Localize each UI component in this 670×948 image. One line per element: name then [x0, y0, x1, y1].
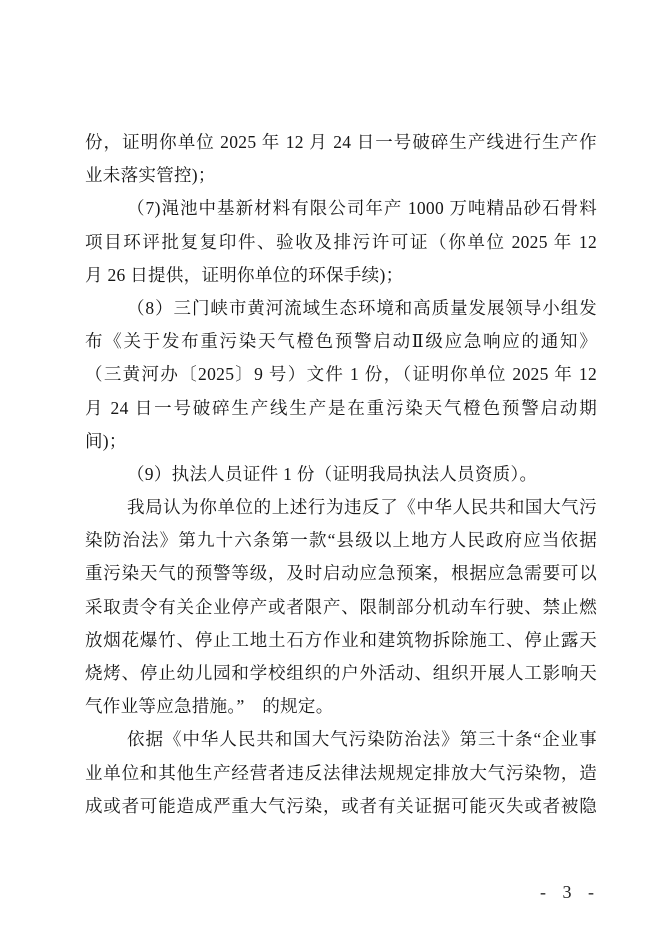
document-line: 染防治法》第九十六条第一款“县级以上地方人民政府应当依据 — [85, 530, 597, 551]
document-line: 采取责令有关企业停产或者限产、限制部分机动车行驶、禁止燃 — [85, 596, 597, 617]
document-line: 我局认为你单位的上述行为违反了《中华人民共和国大气污 — [127, 497, 597, 518]
document-body — [85, 126, 597, 823]
document-line: 份，证明你单位 2025 年 12 月 24 日一号破碎生产线进行生产作 — [85, 132, 597, 152]
document-line: 业未落实管控)； — [85, 165, 216, 186]
document-line: 月 26 日提供，证明你单位的环保手续)； — [85, 264, 404, 285]
document-line: 烧烤、停止幼儿园和学校组织的户外活动、组织开展人工影响天 — [85, 663, 597, 683]
page-number: - 3 - — [540, 882, 598, 902]
document-line: 月 24 日一号破碎生产线生产是在重污染天气橙色预警启动期 — [85, 397, 597, 418]
document-line: 放烟花爆竹、停止工地土石方作业和建筑物拆除施工、停止露天 — [85, 629, 597, 650]
document-line: 气作业等应急措施。” 的规定。 — [85, 696, 334, 717]
document-line: 业单位和其他生产经营者违反法律法规规定排放大气污染物，造 — [85, 762, 597, 783]
document-line: 依据《中华人民共和国大气污染防治法》第三十条“企业事 — [127, 729, 597, 750]
document-line: 间)； — [85, 430, 127, 451]
document-line: 成或者可能造成严重大气污染，或者有关证据可能灭失或者被隐 — [85, 795, 597, 816]
document-line: （三黄河办〔2025〕9 号）文件 1 份，（证明你单位 2025 年 12 — [85, 364, 597, 385]
document-line: （7)渑池中基新材料有限公司年产 1000 万吨精品砂石骨料 — [127, 198, 597, 219]
document-line: 重污染天气的预警等级，及时启动应急预案，根据应急需要可以 — [85, 563, 597, 584]
document-line: 布《关于发布重污染天气橙色预警启动Ⅱ级应急响应的通知》 — [85, 331, 597, 352]
document-line: （8）三门峡市黄河流域生态环境和高质量发展领导小组发 — [127, 297, 597, 318]
document-line: （9）执法人员证件 1 份（证明我局执法人员资质）。 — [127, 463, 538, 484]
document-line: 项目环评批复复印件、验收及排污许可证（你单位 2025 年 12 — [85, 231, 597, 252]
